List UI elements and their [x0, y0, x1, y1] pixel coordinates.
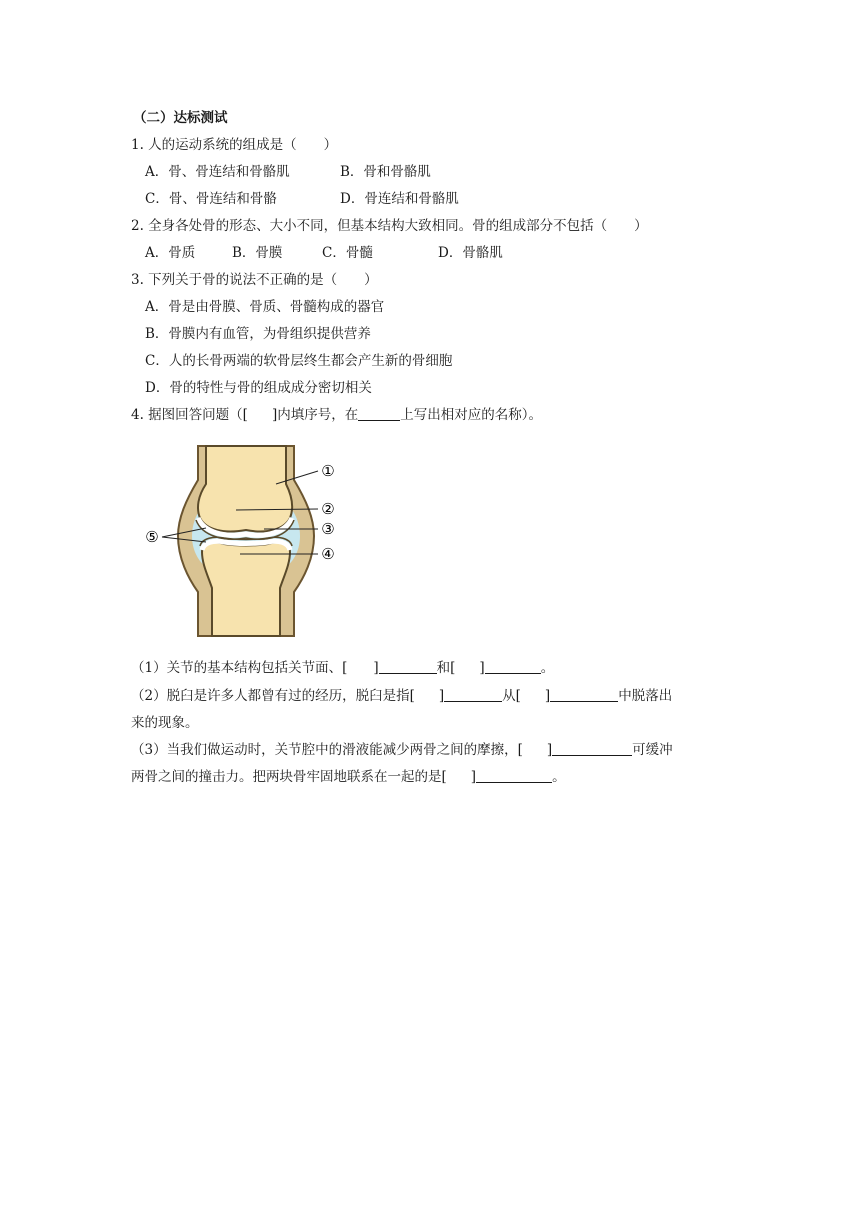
sub1-text-e: 。 [540, 660, 555, 676]
sub3-blank-1[interactable] [552, 741, 632, 756]
sub1-bracket-close-1: ] [373, 660, 379, 676]
question-1-option-c: C．骨、骨连结和骨骼 [145, 191, 277, 207]
sub3-blank-2[interactable] [476, 768, 552, 783]
sub3-text-f: 。 [552, 769, 566, 785]
knee-joint-diagram [140, 440, 350, 640]
q4-stem-part-b: ]内填序号，在 [271, 407, 359, 423]
label-5: ⑤ [145, 528, 159, 546]
question-2-stem: 2. 全身各处骨的形态、大小不同，但基本结构大致相同。骨的组成部分不包括（ ） [131, 218, 648, 234]
label-3: ③ [321, 520, 335, 538]
sub-question-3-continued [131, 767, 566, 787]
question-1-stem: 1. 人的运动系统的组成是（ ） [131, 137, 338, 153]
sub1-bracket-close-2: ] [479, 660, 485, 676]
sub2-blank-2[interactable] [550, 687, 618, 702]
question-2-option-b: B．骨膜 [232, 245, 283, 261]
question-2-option-d: D．骨骼肌 [438, 245, 503, 261]
sub2-text-a: （2）脱臼是许多人都曾有过的经历，脱臼是指[ [131, 688, 415, 704]
sub1-text-a: （1）关节的基本结构包括关节面、[ [131, 660, 348, 676]
sub2-bracket-close-1: ] [438, 688, 445, 704]
question-1-option-b: B．骨和骨骼肌 [340, 164, 431, 180]
sub2-bracket-close-2: ] [544, 688, 551, 704]
sub3-bracket-close-2: ] [470, 769, 477, 785]
label-1: ① [321, 462, 335, 480]
section-title: （二）达标测试 [133, 110, 228, 126]
question-1-option-a: A．骨、骨连结和骨骼肌 [145, 164, 290, 180]
sub3-text-a: （3）当我们做运动时，关节腔中的滑液能减少两骨之间的摩擦，[ [131, 742, 523, 758]
blank-line[interactable] [358, 406, 400, 421]
sub3-text-c: 可缓冲 [632, 742, 673, 758]
sub-question-3 [131, 740, 673, 760]
q4-stem-part-a: 4. 据图回答问题（[ [131, 407, 248, 423]
upper-bone-shape [198, 446, 292, 532]
question-3-option-d: D．骨的特性与骨的组成成分密切相关 [145, 380, 372, 396]
sub1-blank-1[interactable] [379, 659, 437, 674]
question-3-stem: 3. 下列关于骨的说法不正确的是（ ） [131, 272, 378, 288]
question-1-option-d: D．骨连结和骨骼肌 [340, 191, 459, 207]
question-4-stem [131, 405, 542, 425]
question-2-option-c: C．骨髓 [322, 245, 373, 261]
q4-stem-part-c: 上写出相对应的名称）。 [400, 407, 542, 423]
sub-question-2 [131, 686, 672, 706]
sub2-blank-1[interactable] [444, 687, 502, 702]
sub2-text-c: 从[ [502, 688, 521, 704]
label-4: ④ [321, 545, 335, 563]
sub-question-1 [131, 658, 554, 678]
sub2-text-e: 中脱落出 [618, 688, 673, 704]
question-3-option-a: A．骨是由骨膜、骨质、骨髓构成的器官 [145, 299, 385, 315]
sub3-text-d: 两骨之间的撞击力。把两块骨牢固地联系在一起的是[ [131, 769, 447, 785]
question-3-option-b: B．骨膜内有血管，为骨组织提供营养 [145, 326, 371, 342]
sub-question-2-continued: 来的现象。 [131, 715, 199, 731]
lower-bone-shape [202, 542, 290, 636]
label-2: ② [321, 500, 335, 518]
sub1-text-c: 和[ [436, 660, 456, 676]
sub3-bracket-close-1: ] [546, 742, 553, 758]
sub1-blank-2[interactable] [485, 659, 541, 674]
question-2-option-a: A．骨质 [145, 245, 196, 261]
question-3-option-c: C．人的长骨两端的软骨层终生都会产生新的骨细胞 [145, 353, 453, 369]
